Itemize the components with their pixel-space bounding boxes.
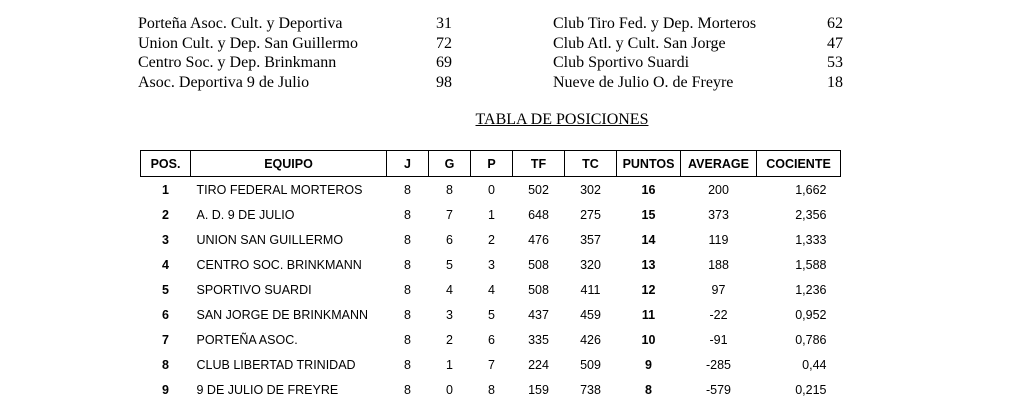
table-cell: 0,215 (795, 382, 827, 397)
table-cell: 1 (446, 357, 453, 372)
table-cell: 508 (528, 257, 549, 272)
table-cell: 0 (488, 182, 495, 197)
col-header: AVERAGE (681, 151, 757, 177)
table-cell: 0,44 (802, 357, 827, 372)
table-body (141, 177, 841, 403)
table-cell: 9 (162, 382, 169, 397)
table-cell: 1,333 (795, 232, 827, 247)
table-cell: 2 (488, 232, 495, 247)
table-cell: -22 (709, 307, 728, 322)
table-cell: 437 (528, 307, 549, 322)
table-cell: 8 (404, 357, 411, 372)
table-cell: 188 (708, 257, 729, 272)
table-cell: 119 (708, 232, 729, 247)
table-title: TABLA DE POSICIONES (475, 111, 649, 128)
table-cell: 426 (580, 332, 601, 347)
table-cell: 159 (528, 382, 549, 397)
table-cell: 8 (404, 207, 411, 222)
table-cell: PORTEÑA ASOC. (196, 332, 298, 347)
result-row (553, 14, 843, 34)
col-header: POS. (141, 151, 191, 177)
col-header: TF (513, 151, 565, 177)
table-cell: 12 (641, 282, 656, 297)
table-cell: 0 (446, 382, 453, 397)
col-header: TC (565, 151, 617, 177)
table-cell: 9 DE JULIO DE FREYRE (196, 382, 339, 397)
result-team: Centro Soc. y Dep. Brinkmann (138, 54, 337, 71)
col-header: EQUIPO (191, 151, 387, 177)
table-cell: 459 (580, 307, 601, 322)
result-row (138, 73, 452, 93)
table-cell: 8 (404, 332, 411, 347)
result-row (553, 53, 843, 73)
table-cell: 5 (162, 282, 169, 297)
result-team: Club Atl. y Cult. San Jorge (553, 34, 726, 52)
result-team: Club Sportivo Suardi (553, 54, 690, 71)
table-row (141, 352, 841, 377)
table-cell: -579 (705, 382, 732, 397)
table-cell: SPORTIVO SUARDI (196, 282, 312, 297)
result-score: 53 (827, 54, 843, 71)
col-header: J (387, 151, 429, 177)
table-cell: 3 (162, 232, 169, 247)
table-cell: 11 (641, 307, 656, 322)
table-cell: UNION SAN GUILLERMO (196, 232, 344, 247)
table-cell: 6 (162, 307, 169, 322)
table-row (141, 252, 841, 277)
result-team: Porteña Asoc. Cult. y Deportiva (138, 15, 343, 32)
table-cell: 8 (404, 182, 411, 197)
table-cell: 648 (528, 207, 549, 222)
results-right (553, 14, 843, 92)
table-cell: 1 (488, 207, 495, 222)
result-row (138, 53, 452, 73)
table-cell: 8 (404, 282, 411, 297)
table-cell: 275 (580, 207, 601, 222)
result-score: 18 (827, 73, 843, 91)
table-cell: SAN JORGE DE BRINKMANN (196, 307, 369, 322)
result-team: Club Tiro Fed. y Dep. Morteros (553, 15, 757, 32)
table-cell: A. D. 9 DE JULIO (196, 207, 295, 222)
result-team: Nueve de Julio O. de Freyre (553, 73, 734, 91)
table-cell: 5 (488, 307, 495, 322)
table-cell: 5 (446, 257, 453, 272)
result-score: 31 (436, 15, 452, 32)
result-score: 98 (436, 73, 452, 91)
result-row (553, 73, 843, 93)
table-cell: 1,662 (795, 182, 827, 197)
table-cell: 3 (488, 257, 495, 272)
table-cell: 4 (446, 282, 453, 297)
table-cell: 224 (528, 357, 549, 372)
table-row (141, 377, 841, 402)
table-cell: 13 (641, 257, 656, 272)
table-cell: 16 (641, 182, 656, 197)
table-cell: 0,952 (795, 307, 827, 322)
table-cell: 8 (404, 307, 411, 322)
result-score: 72 (436, 34, 452, 52)
table-cell: 0,786 (795, 332, 827, 347)
table-cell: -285 (705, 357, 732, 372)
table-cell: 3 (446, 307, 453, 322)
result-score: 62 (827, 15, 843, 32)
table-cell: TIRO FEDERAL MORTEROS (196, 182, 363, 197)
table-cell: 8 (645, 382, 652, 397)
table-cell: 508 (528, 282, 549, 297)
table-header (141, 151, 841, 177)
table-cell: 8 (404, 232, 411, 247)
result-team: Union Cult. y Dep. San Guillermo (138, 34, 358, 52)
result-score: 69 (436, 54, 452, 71)
table-cell: 6 (488, 332, 495, 347)
table-cell: 8 (404, 257, 411, 272)
table-cell: 2,356 (795, 207, 827, 222)
table-cell: CLUB LIBERTAD TRINIDAD (196, 357, 356, 372)
table-cell: 9 (645, 357, 652, 372)
table-cell: -91 (709, 332, 728, 347)
table-cell: 509 (580, 357, 601, 372)
table-cell: 15 (641, 207, 656, 222)
result-team: Asoc. Deportiva 9 de Julio (138, 73, 310, 91)
result-row (553, 34, 843, 54)
table-row (141, 177, 841, 203)
table-cell: 1,588 (795, 257, 827, 272)
table-cell: 8 (162, 357, 169, 372)
col-header: G (429, 151, 471, 177)
table-cell: 476 (528, 232, 549, 247)
table-cell: 320 (580, 257, 601, 272)
table-cell: 335 (528, 332, 549, 347)
table-row (141, 202, 841, 227)
table-cell: 1,236 (795, 282, 827, 297)
table-cell: 8 (404, 382, 411, 397)
table-cell: 357 (580, 232, 601, 247)
table-cell: 8 (488, 382, 495, 397)
result-row (138, 34, 452, 54)
col-header: P (471, 151, 513, 177)
table-cell: 502 (528, 182, 549, 197)
table-cell: 7 (162, 332, 169, 347)
table-cell: 8 (446, 182, 453, 197)
table-row (141, 227, 841, 252)
standings-table (140, 150, 841, 402)
table-cell: CENTRO SOC. BRINKMANN (196, 257, 362, 272)
col-header: COCIENTE (757, 151, 841, 177)
table-cell: 738 (580, 382, 601, 397)
table-row (141, 327, 841, 352)
table-cell: 1 (162, 182, 169, 197)
table-cell: 411 (580, 282, 601, 297)
table-cell: 4 (488, 282, 495, 297)
results-left (138, 14, 452, 92)
table-cell: 200 (708, 182, 729, 197)
table-cell: 2 (446, 332, 453, 347)
table-cell: 2 (162, 207, 169, 222)
table-row (141, 277, 841, 302)
table-row (141, 302, 841, 327)
table-cell: 7 (488, 357, 495, 372)
table-cell: 7 (446, 207, 453, 222)
result-row (138, 14, 452, 34)
col-header: PUNTOS (617, 151, 681, 177)
table-cell: 97 (711, 282, 726, 297)
table-cell: 6 (446, 232, 453, 247)
result-score: 47 (827, 34, 843, 52)
table-cell: 302 (580, 182, 601, 197)
table-cell: 14 (641, 232, 656, 247)
table-cell: 10 (641, 332, 656, 347)
header-row (141, 151, 841, 177)
table-cell: 4 (162, 257, 169, 272)
table-cell: 373 (708, 207, 729, 222)
